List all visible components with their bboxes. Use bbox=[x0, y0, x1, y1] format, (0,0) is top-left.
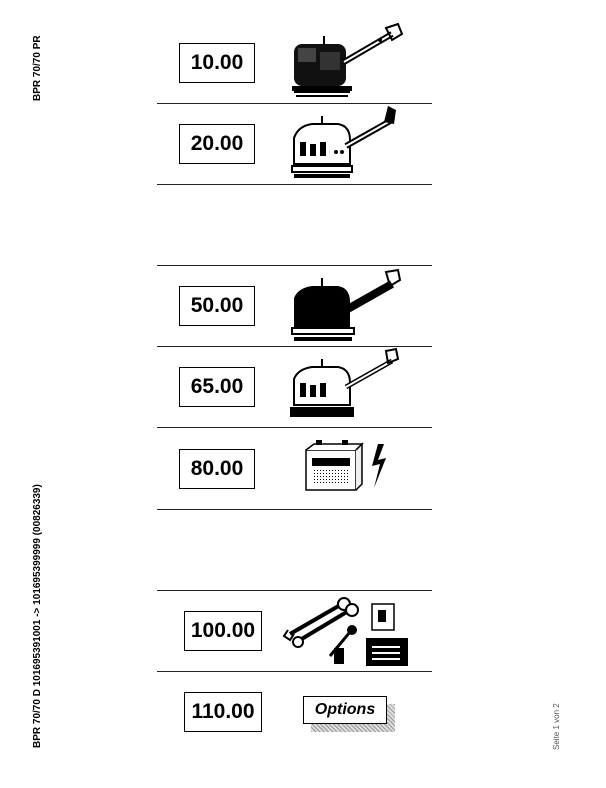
options-icon bbox=[303, 696, 387, 724]
section-divider bbox=[157, 427, 432, 428]
section-divider bbox=[157, 509, 432, 510]
document-serial-label: BPR 70/70 D 101695391001 -> 101695399999 (00826339) bbox=[32, 484, 43, 748]
section-link-100[interactable]: 100.00 bbox=[184, 611, 262, 651]
section-link-80[interactable]: 80.00 bbox=[179, 449, 255, 489]
section-link-110[interactable]: 110.00 bbox=[184, 692, 262, 732]
compactor-dark-icon bbox=[288, 22, 408, 100]
options-label: Options bbox=[303, 696, 387, 724]
section-divider bbox=[157, 671, 432, 672]
section-link-10[interactable]: 10.00 bbox=[179, 43, 255, 83]
tools-accessories-icon bbox=[282, 596, 412, 668]
page-number-label: Seite 1 von 2 bbox=[552, 703, 561, 750]
section-divider bbox=[157, 590, 432, 591]
battery-electric-icon bbox=[302, 440, 394, 498]
section-link-65[interactable]: 65.00 bbox=[179, 367, 255, 407]
compactor-outline-icon bbox=[288, 104, 408, 184]
section-link-50[interactable]: 50.00 bbox=[179, 286, 255, 326]
compactor-baseplate-icon bbox=[288, 347, 408, 427]
document-model-label: BPR 70/70 PR bbox=[32, 35, 43, 101]
section-link-20[interactable]: 20.00 bbox=[179, 124, 255, 164]
section-divider bbox=[157, 184, 432, 185]
compactor-black-icon bbox=[288, 266, 408, 346]
